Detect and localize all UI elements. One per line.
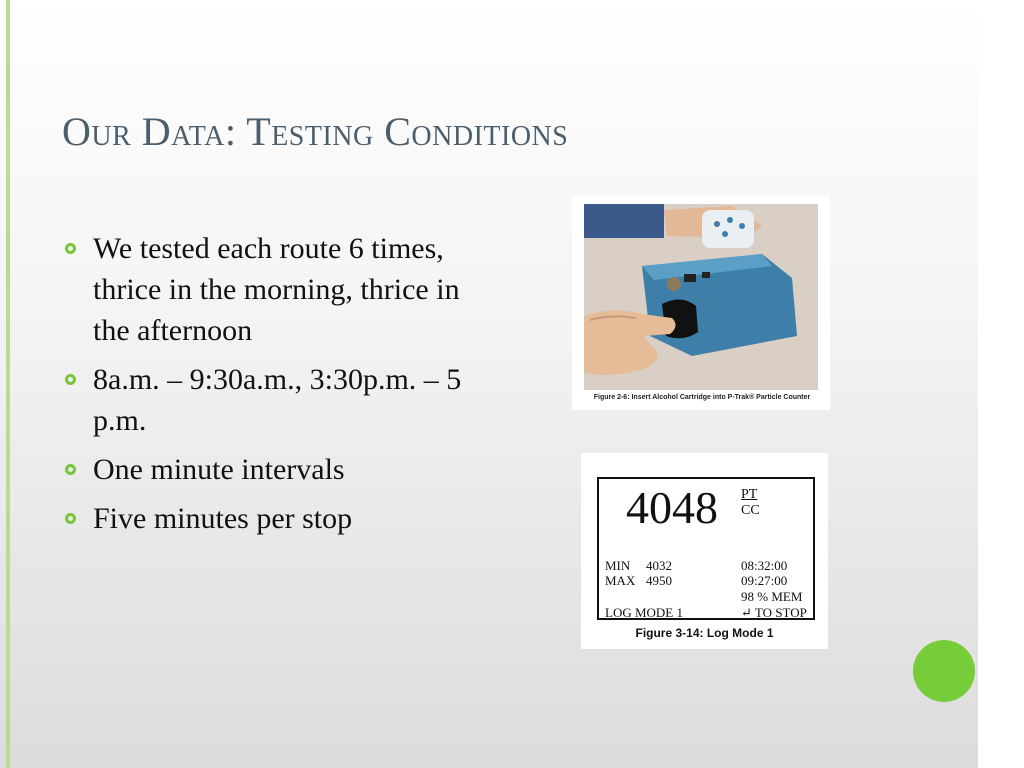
- ring-bullet-icon: [65, 513, 76, 524]
- ring-bullet-icon: [65, 464, 76, 475]
- slide-title: Our Data: Testing Conditions: [62, 109, 569, 154]
- max-value: 4950: [646, 573, 672, 588]
- particle-counter-photo-illustration: [572, 196, 830, 392]
- unit-numerator: PT: [741, 487, 758, 502]
- min-label: MIN: [605, 558, 631, 573]
- bullet-item: [62, 449, 482, 490]
- left-accent-rule: [6, 0, 10, 768]
- max-label: MAX: [605, 573, 636, 588]
- bullet-item: [62, 498, 482, 539]
- display-caption: Figure 3-14: Log Mode 1: [635, 626, 774, 640]
- min-time: 08:32:00: [741, 558, 788, 573]
- unit-denominator: CC: [741, 503, 760, 518]
- instrument-display: [597, 477, 815, 620]
- ring-bullet-icon: [65, 374, 76, 385]
- bullet-item: [62, 228, 482, 351]
- concentration-reading: 4048: [626, 482, 718, 533]
- bullet-text: We tested each route 6 times, thrice in the morning, thrice in the afternoon: [93, 232, 460, 347]
- green-circle-decoration: [913, 640, 975, 702]
- to-stop-hint: ↵ TO STOP: [741, 605, 807, 620]
- log-mode-display-figure: [581, 453, 828, 649]
- bullet-list: [62, 228, 482, 547]
- ring-bullet-icon: [65, 243, 76, 254]
- min-value: 4032: [646, 558, 672, 573]
- right-decor-band: [978, 0, 1024, 768]
- log-mode-label: LOG MODE 1: [605, 605, 683, 620]
- max-time: 09:27:00: [741, 573, 788, 588]
- bullet-text: One minute intervals: [93, 453, 345, 486]
- memory-status: 98 % MEM: [741, 589, 803, 604]
- particle-counter-photo: [572, 196, 830, 410]
- bullet-text: 8a.m. – 9:30a.m., 3:30p.m. – 5 p.m.: [93, 363, 462, 437]
- bullet-item: [62, 359, 482, 441]
- bullet-text: Five minutes per stop: [93, 502, 353, 535]
- photo-caption: Figure 2-6: Insert Alcohol Cartridge into P-Trak® Particle Counter: [593, 394, 811, 401]
